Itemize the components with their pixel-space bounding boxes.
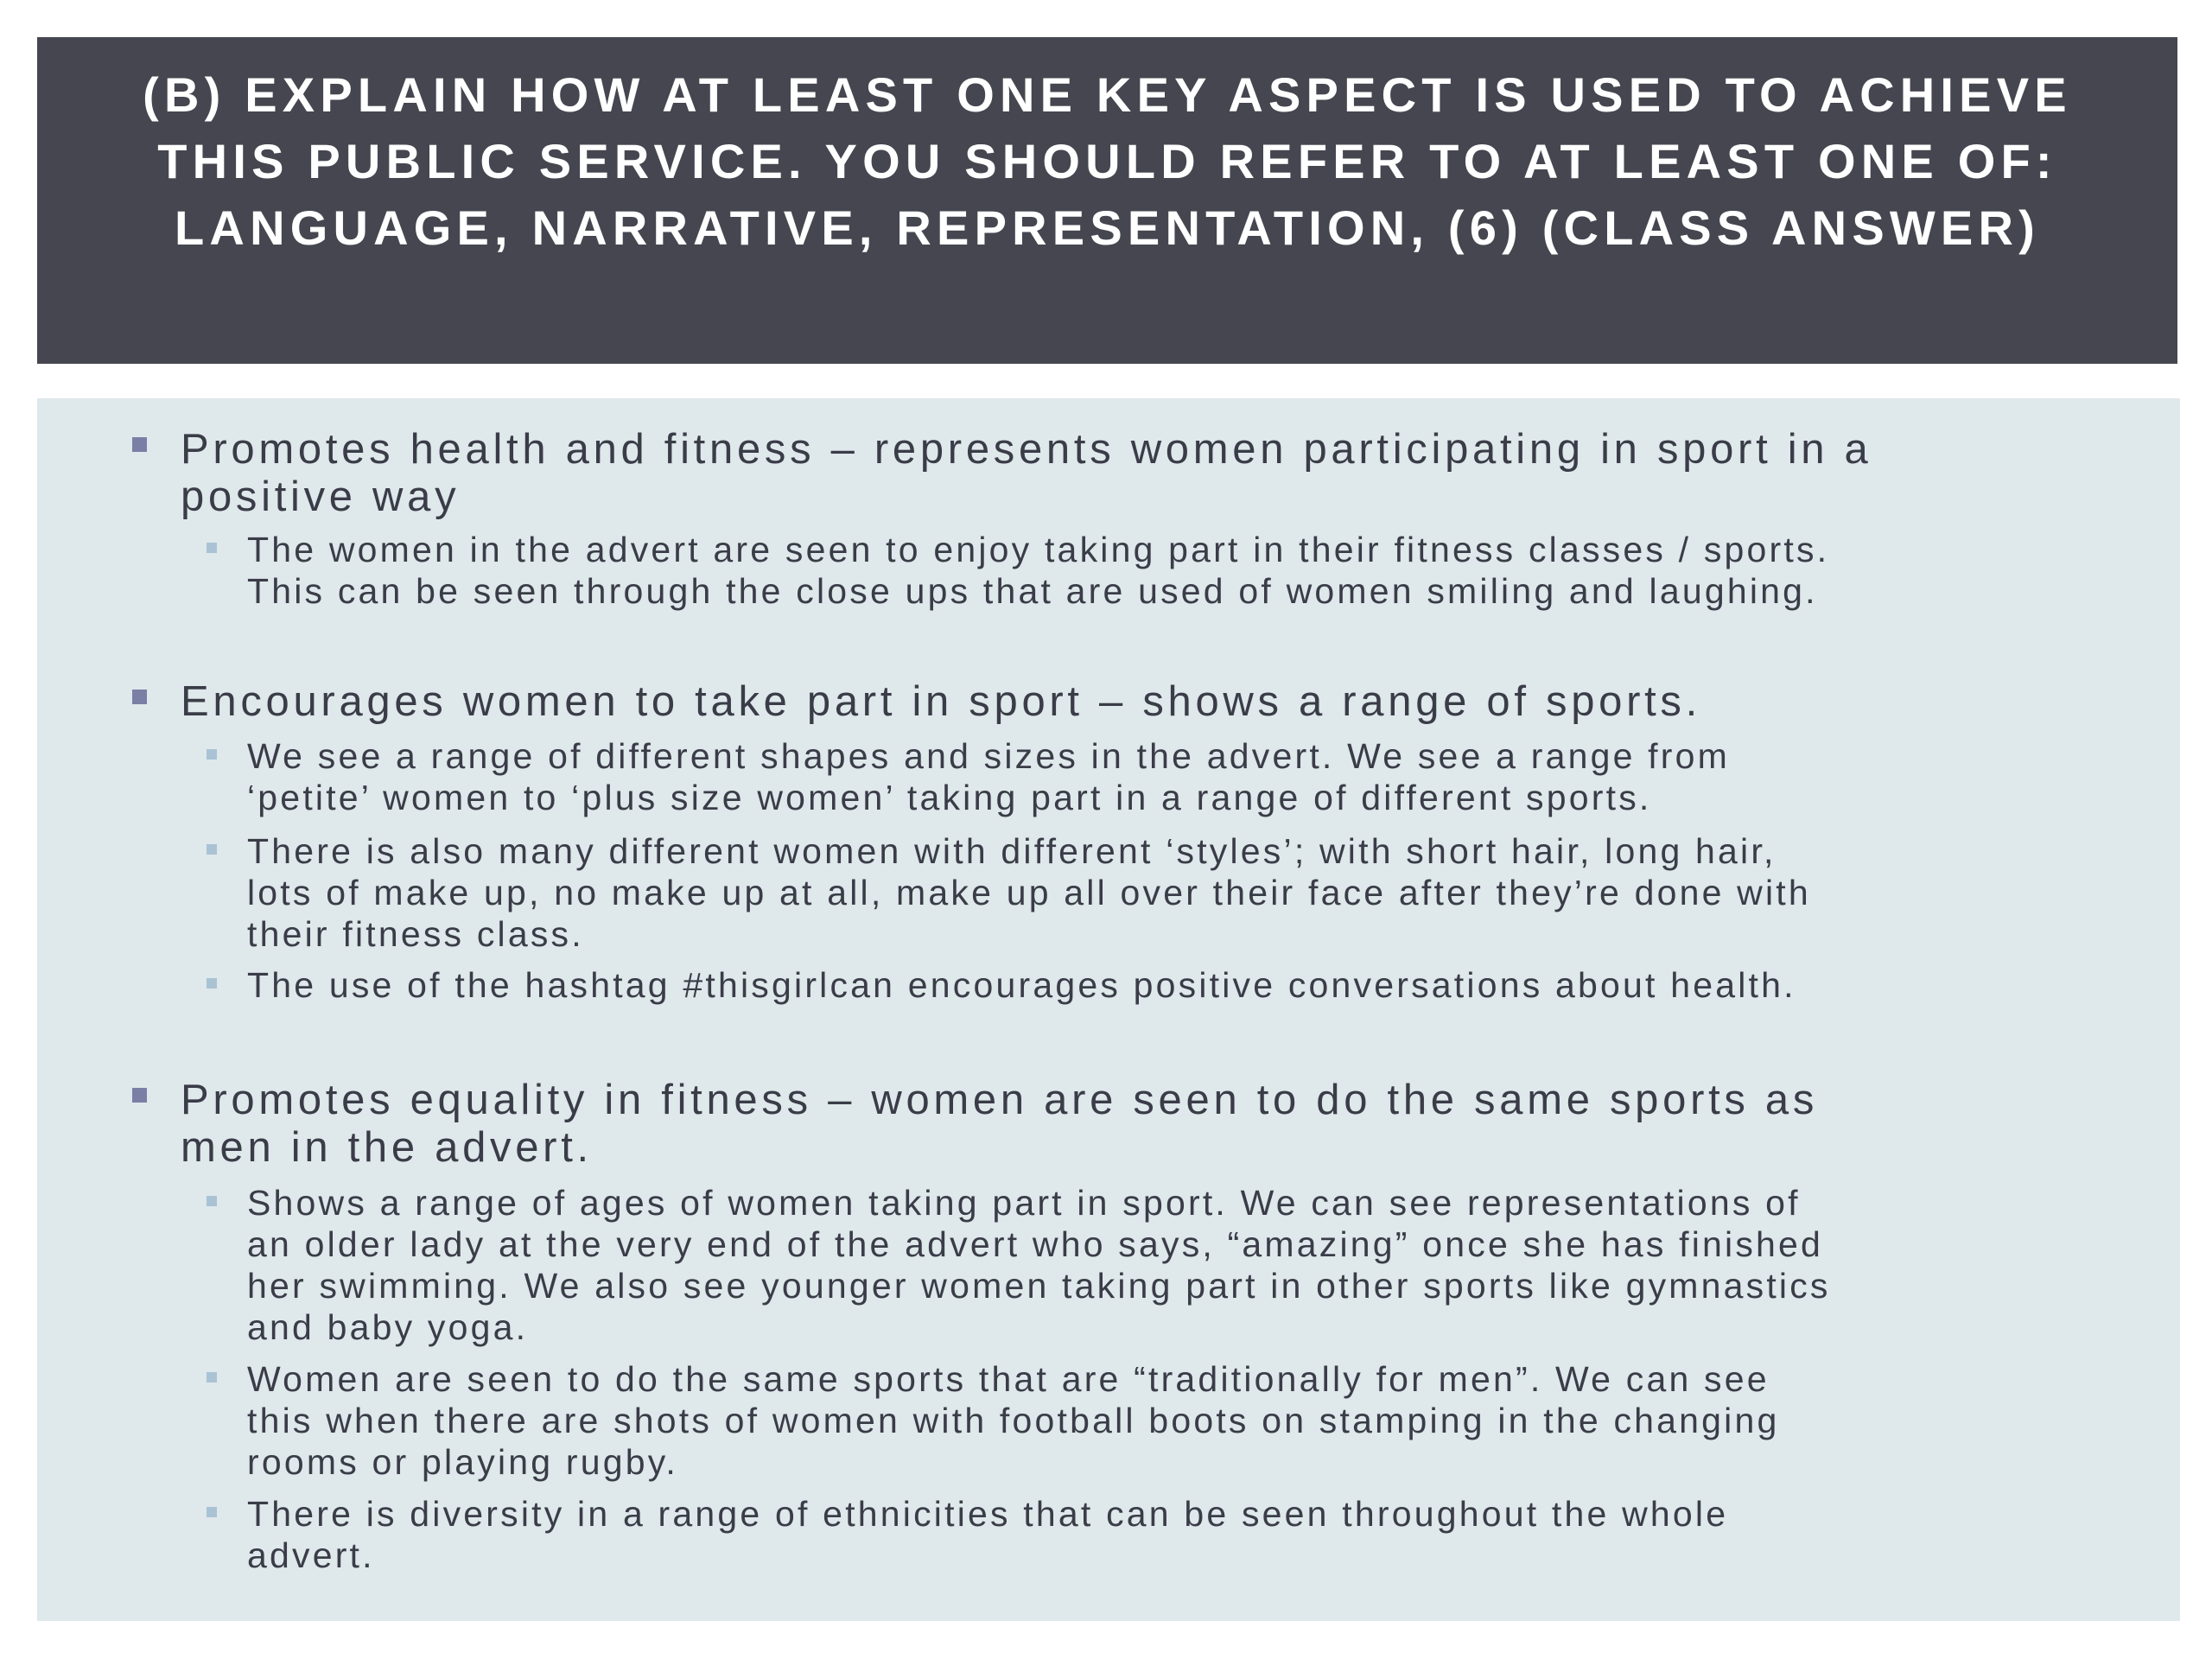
sub-bullet-text: Shows a range of ages of women taking part in sport. We can see representations of: [247, 1183, 1801, 1223]
sub-bullet-text: There is also many different women with different ‘styles’; with short hair, long hair,: [247, 831, 1777, 871]
square-sub-bullet-icon: [207, 1507, 217, 1517]
sub-bullet-text: and baby yoga.: [247, 1307, 529, 1347]
square-bullet-icon: [132, 690, 147, 704]
bullet-list: [37, 398, 2180, 1621]
sub-bullet-text: ‘petite’ women to ‘plus size women’ taking part in a range of different sports.: [247, 778, 1652, 817]
sub-bullet-text: The women in the advert are seen to enjoy taking part in their fitness classes / sports.: [247, 530, 1830, 569]
sub-bullet-text: this when there are shots of women with football boots on stamping in the changing: [247, 1401, 1780, 1440]
sub-bullet-text: We see a range of different shapes and sizes in the advert. We see a range from: [247, 736, 1730, 776]
bullet-text: Promotes health and fitness – represents women participating in sport in a: [181, 426, 1872, 473]
slide-content-box: [37, 398, 2180, 1621]
sub-bullet-text: rooms or playing rugby.: [247, 1442, 678, 1482]
sub-bullet-text: Women are seen to do the same sports that are “traditionally for men”. We can see: [247, 1359, 1770, 1399]
square-sub-bullet-icon: [207, 844, 217, 855]
sub-bullet-text: her swimming. We also see younger women taking part in other sports like gymnastics: [247, 1266, 1831, 1306]
slide-title-line: THIS PUBLIC SERVICE. YOU SHOULD REFER TO AT LEAST ONE OF:: [157, 134, 2057, 188]
bullet-text: Encourages women to take part in sport – shows a range of sports.: [181, 678, 1701, 725]
square-sub-bullet-icon: [207, 749, 217, 760]
square-sub-bullet-icon: [207, 543, 217, 553]
sub-bullet-text: an older lady at the very end of the advert who says, “amazing” once she has finished: [247, 1224, 1824, 1264]
sub-bullet-text: This can be seen through the close ups that are used of women smiling and laughing.: [247, 571, 1818, 611]
bullet-text: Promotes equality in fitness – women are seen to do the same sports as: [181, 1077, 1819, 1123]
bullet-text: men in the advert.: [181, 1124, 593, 1171]
slide-title-line: (B) EXPLAIN HOW AT LEAST ONE KEY ASPECT IS USED TO ACHIEVE: [143, 67, 2072, 122]
square-sub-bullet-icon: [207, 1196, 217, 1206]
bullet-text: positive way: [181, 474, 461, 520]
square-sub-bullet-icon: [207, 1372, 217, 1382]
sub-bullet-text: their fitness class.: [247, 914, 584, 954]
sub-bullet-text: lots of make up, no make up at all, make up all over their face after they’re done with: [247, 873, 1811, 912]
sub-bullet-text: advert.: [247, 1535, 375, 1575]
square-bullet-icon: [132, 437, 147, 452]
slide-title-bar: [37, 37, 2177, 364]
slide-title-line: LANGUAGE, NARRATIVE, REPRESENTATION, (6) (CLASS ANSWER): [175, 200, 2040, 255]
square-bullet-icon: [132, 1088, 147, 1103]
square-sub-bullet-icon: [207, 978, 217, 988]
sub-bullet-text: The use of the hashtag #thisgirlcan encourages positive conversations about health.: [247, 965, 1796, 1005]
sub-bullet-text: There is diversity in a range of ethnicities that can be seen throughout the whole: [247, 1494, 1729, 1534]
